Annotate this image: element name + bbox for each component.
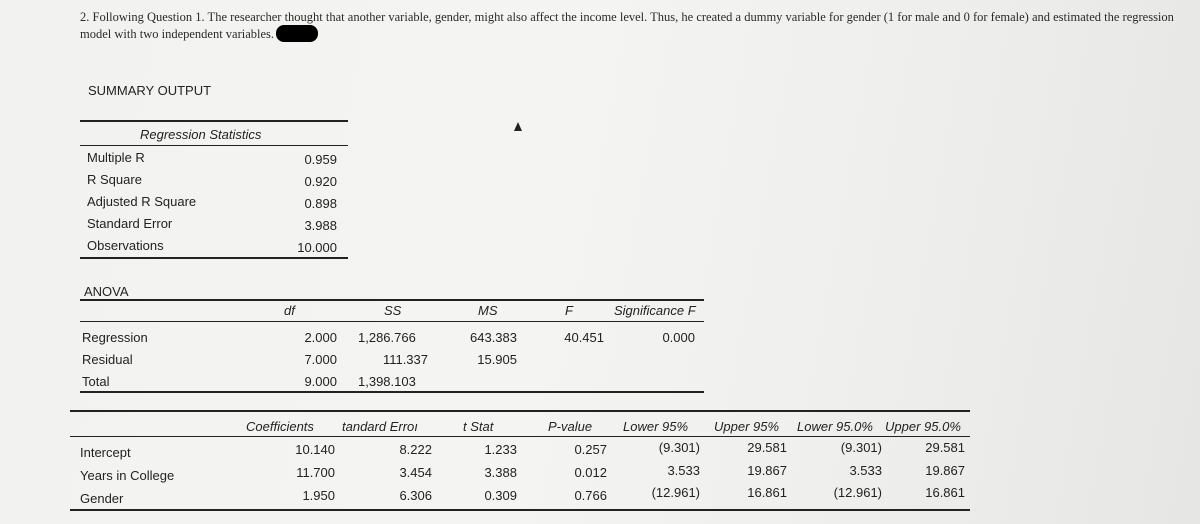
stat-label: Standard Error xyxy=(87,216,173,231)
anova-df: 9.000 xyxy=(304,374,337,389)
coef-cell: 11.700 xyxy=(296,465,335,480)
coef-header: tandard Erroı xyxy=(342,419,418,434)
anova-header-f: F xyxy=(565,303,573,318)
coef-row-label: Gender xyxy=(80,491,124,506)
coef-cell: 16.861 xyxy=(925,485,965,500)
coef-row-label: Intercept xyxy=(80,445,131,460)
anova-f: 40.451 xyxy=(564,330,604,345)
coef-cell: 3.388 xyxy=(484,465,517,480)
summary-title: SUMMARY OUTPUT xyxy=(88,83,212,98)
coef-cell: 1.950 xyxy=(302,488,335,503)
coef-cell: 3.533 xyxy=(667,463,700,478)
coef-cell: 0.766 xyxy=(574,488,607,503)
anova-row-label: Residual xyxy=(82,352,133,367)
coef-cell: (12.961) xyxy=(651,485,700,500)
anova-ms: 15.905 xyxy=(477,352,517,367)
coef-header: Upper 95% xyxy=(714,419,780,434)
question-body: 2. Following Question 1. The researcher thought that another variable, gender, might also affect the income level. Thus, he created a dummy variable for gender (1 for male and 0 for female) and estimated the regression model with two independent variables. xyxy=(80,10,1174,41)
coef-cell: (12.961) xyxy=(833,485,882,500)
anova-row-label: Total xyxy=(82,374,110,389)
coef-cell: 0.257 xyxy=(574,442,607,457)
regstats-header-rule xyxy=(80,145,348,146)
coef-bottom-rule xyxy=(70,509,970,511)
coef-header: t Stat xyxy=(463,419,494,434)
anova-bottom-rule xyxy=(80,391,704,393)
coef-cell: 19.867 xyxy=(747,463,787,478)
coef-cell: 10.140 xyxy=(295,442,335,457)
stat-value: 0.920 xyxy=(304,174,337,189)
coef-header: Coefficients xyxy=(246,419,314,434)
regstats-top-rule xyxy=(80,120,348,122)
coef-cell: 3.533 xyxy=(849,463,882,478)
coef-cell: (9.301) xyxy=(840,440,882,455)
anova-ss: 111.337 xyxy=(382,352,428,367)
coef-cell: 1.233 xyxy=(484,442,517,457)
anova-ms: 643.383 xyxy=(470,330,517,345)
anova-df: 2.000 xyxy=(304,330,337,345)
stat-label: Multiple R xyxy=(87,150,145,165)
anova-header-rule xyxy=(80,321,704,322)
coef-cell: 0.309 xyxy=(484,488,517,503)
anova-top-rule xyxy=(80,299,704,301)
regstats-header: Regression Statistics xyxy=(140,127,262,142)
coef-cell: 0.012 xyxy=(574,465,607,480)
coef-header: Lower 95.0% xyxy=(797,419,873,434)
anova-df: 7.000 xyxy=(304,352,337,367)
question-text xyxy=(80,10,1190,42)
anova-row-label: Regression xyxy=(82,330,148,345)
anova-header-ss: SS xyxy=(384,303,402,318)
coef-cell: 16.861 xyxy=(747,485,787,500)
redaction-mark xyxy=(276,25,318,42)
stat-label: Observations xyxy=(87,238,164,253)
anova-header-df: df xyxy=(284,303,295,318)
coef-header: Upper 95.0% xyxy=(885,419,961,434)
stat-value: 3.988 xyxy=(304,218,337,233)
pointer-icon xyxy=(514,122,522,131)
regstats-bottom-rule xyxy=(80,257,348,259)
anova-title: ANOVA xyxy=(84,284,129,299)
anova-sig: 0.000 xyxy=(662,330,695,345)
coef-top-rule xyxy=(70,410,970,412)
coef-header: P-value xyxy=(548,419,593,434)
coef-cell: 3.454 xyxy=(399,465,432,480)
stat-value: 0.959 xyxy=(304,152,337,167)
coef-row-label: Years in College xyxy=(80,468,175,483)
coef-cell: 29.581 xyxy=(925,440,965,455)
coef-cell: 8.222 xyxy=(399,442,432,457)
stat-label: R Square xyxy=(87,172,142,187)
coef-header-rule xyxy=(70,436,970,437)
coef-cell: 6.306 xyxy=(399,488,432,503)
anova-ss: 1,286.766 xyxy=(358,330,416,345)
anova-header-ms: MS xyxy=(478,303,498,318)
stat-label: Adjusted R Square xyxy=(87,194,197,209)
stat-value: 10.000 xyxy=(297,240,337,255)
coef-cell: (9.301) xyxy=(658,440,700,455)
coef-cell: 19.867 xyxy=(925,463,965,478)
coef-header: Lower 95% xyxy=(623,419,689,434)
anova-ss: 1,398.103 xyxy=(358,374,416,389)
coef-cell: 29.581 xyxy=(747,440,787,455)
stat-value: 0.898 xyxy=(304,196,337,211)
anova-header-sig: Significance F xyxy=(614,303,696,318)
